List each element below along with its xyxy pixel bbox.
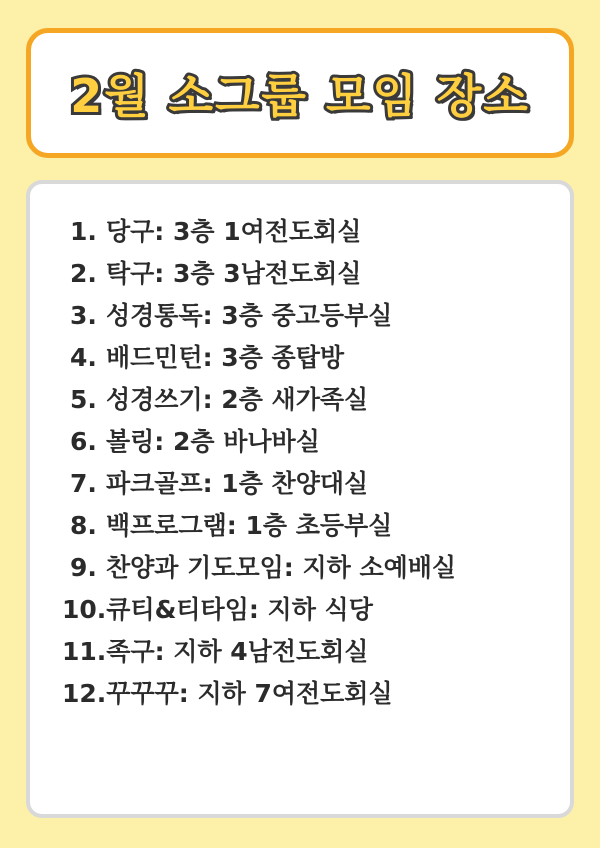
list-item-index: 8. (70, 510, 97, 540)
list-item-label: 볼링: 2층 바나바실 (106, 426, 320, 456)
list-item-index: 5. (70, 384, 97, 414)
location-list (26, 180, 574, 818)
list-item-label: 찬양과 기도모임: 지하 소예배실 (106, 552, 457, 582)
list-item-index: 10. (62, 594, 107, 624)
list-item-label: 탁구: 3층 3남전도회실 (106, 258, 362, 288)
list-item (60, 546, 540, 588)
list-item-index: 12. (62, 678, 107, 708)
list-item-label: 성경통독: 3층 중고등부실 (106, 300, 393, 330)
list-item-label: 큐티&티타임: 지하 식당 (106, 594, 373, 624)
list-item (60, 588, 540, 630)
list-item (60, 504, 540, 546)
title-card (26, 28, 574, 158)
list-item-index: 9. (70, 552, 97, 582)
list-item (60, 252, 540, 294)
list-item-label: 백프로그램: 1층 초등부실 (106, 510, 393, 540)
list-item-label: 당구: 3층 1여전도회실 (106, 216, 362, 246)
list-item-label: 성경쓰기: 2층 새가족실 (106, 384, 369, 414)
list-item-label: 족구: 지하 4남전도회실 (106, 636, 369, 666)
list-item-index: 6. (70, 426, 97, 456)
list-item-label: 파크골프: 1층 찬양대실 (106, 468, 369, 498)
list-item-label: 꾸꾸꾸: 지하 7여전도회실 (106, 678, 393, 708)
list-item-index: 1. (70, 216, 97, 246)
list-item-index: 7. (70, 468, 97, 498)
list-item (60, 210, 540, 252)
list-item (60, 378, 540, 420)
list-item-label: 배드민턴: 3층 종탑방 (106, 342, 345, 372)
list-item-index: 4. (70, 342, 97, 372)
list-item-index: 11. (62, 636, 107, 666)
list-item (60, 336, 540, 378)
list-item (60, 420, 540, 462)
list-item (60, 462, 540, 504)
list-item (60, 294, 540, 336)
list-item-index: 2. (70, 258, 97, 288)
list-item-index: 3. (70, 300, 97, 330)
page-title: 2월 소그룹 모임 장소 (70, 69, 530, 123)
list-item (60, 672, 540, 714)
list-item (60, 630, 540, 672)
